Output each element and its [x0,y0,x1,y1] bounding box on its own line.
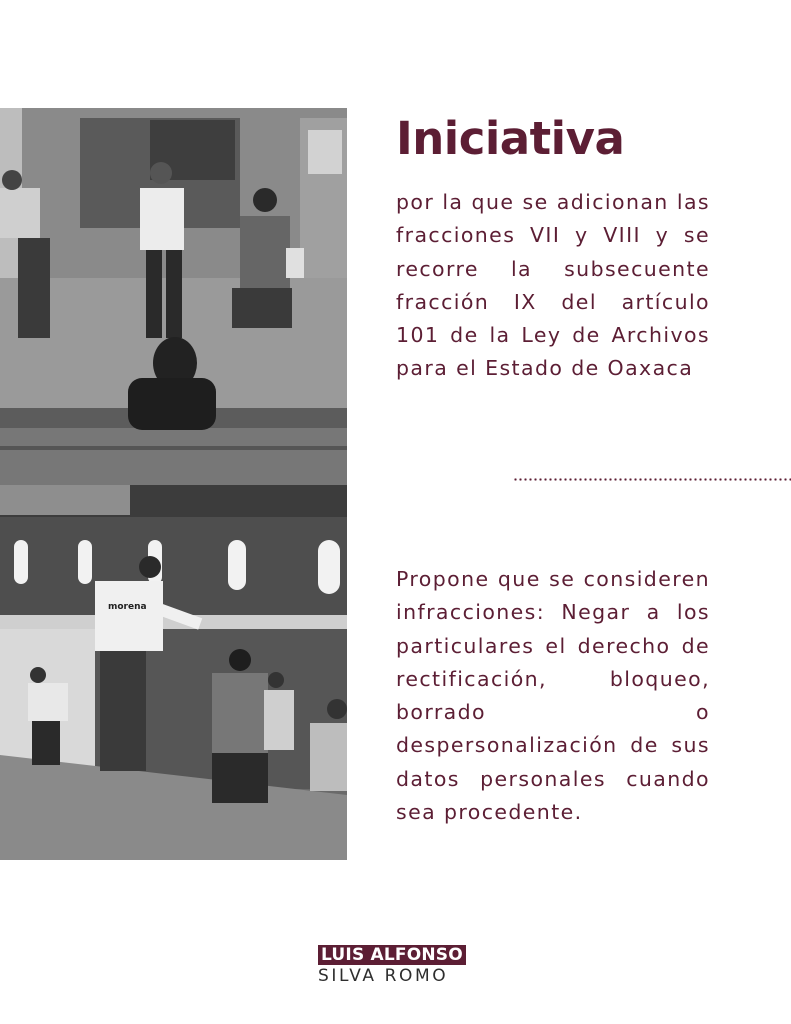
proposal-text: Propone que se consideren infracciones: Negar a los particulares el derecho de rectificación, bloqueo, borrado o despersonalización de sus datos personales cuando sea procedente. [396,567,710,825]
page-title: Iniciativa [396,112,625,165]
logo-name-line2: SILVA ROMO [318,966,449,986]
brand-logo [318,945,476,986]
initiative-description: por la que se adicionan las fracciones VII y VIII y se recorre la subsecuente fracción IX del artículo 101 de la Ley de Archivos para el Estado de Oaxaca [396,190,710,381]
shirt-logo-text: morena [108,602,147,612]
dotted-divider [513,478,791,481]
logo-name-line1: LUIS ALFONSO [318,945,466,965]
photo-meeting-indoor [0,108,347,485]
photo-courtyard-greeting [0,485,347,860]
